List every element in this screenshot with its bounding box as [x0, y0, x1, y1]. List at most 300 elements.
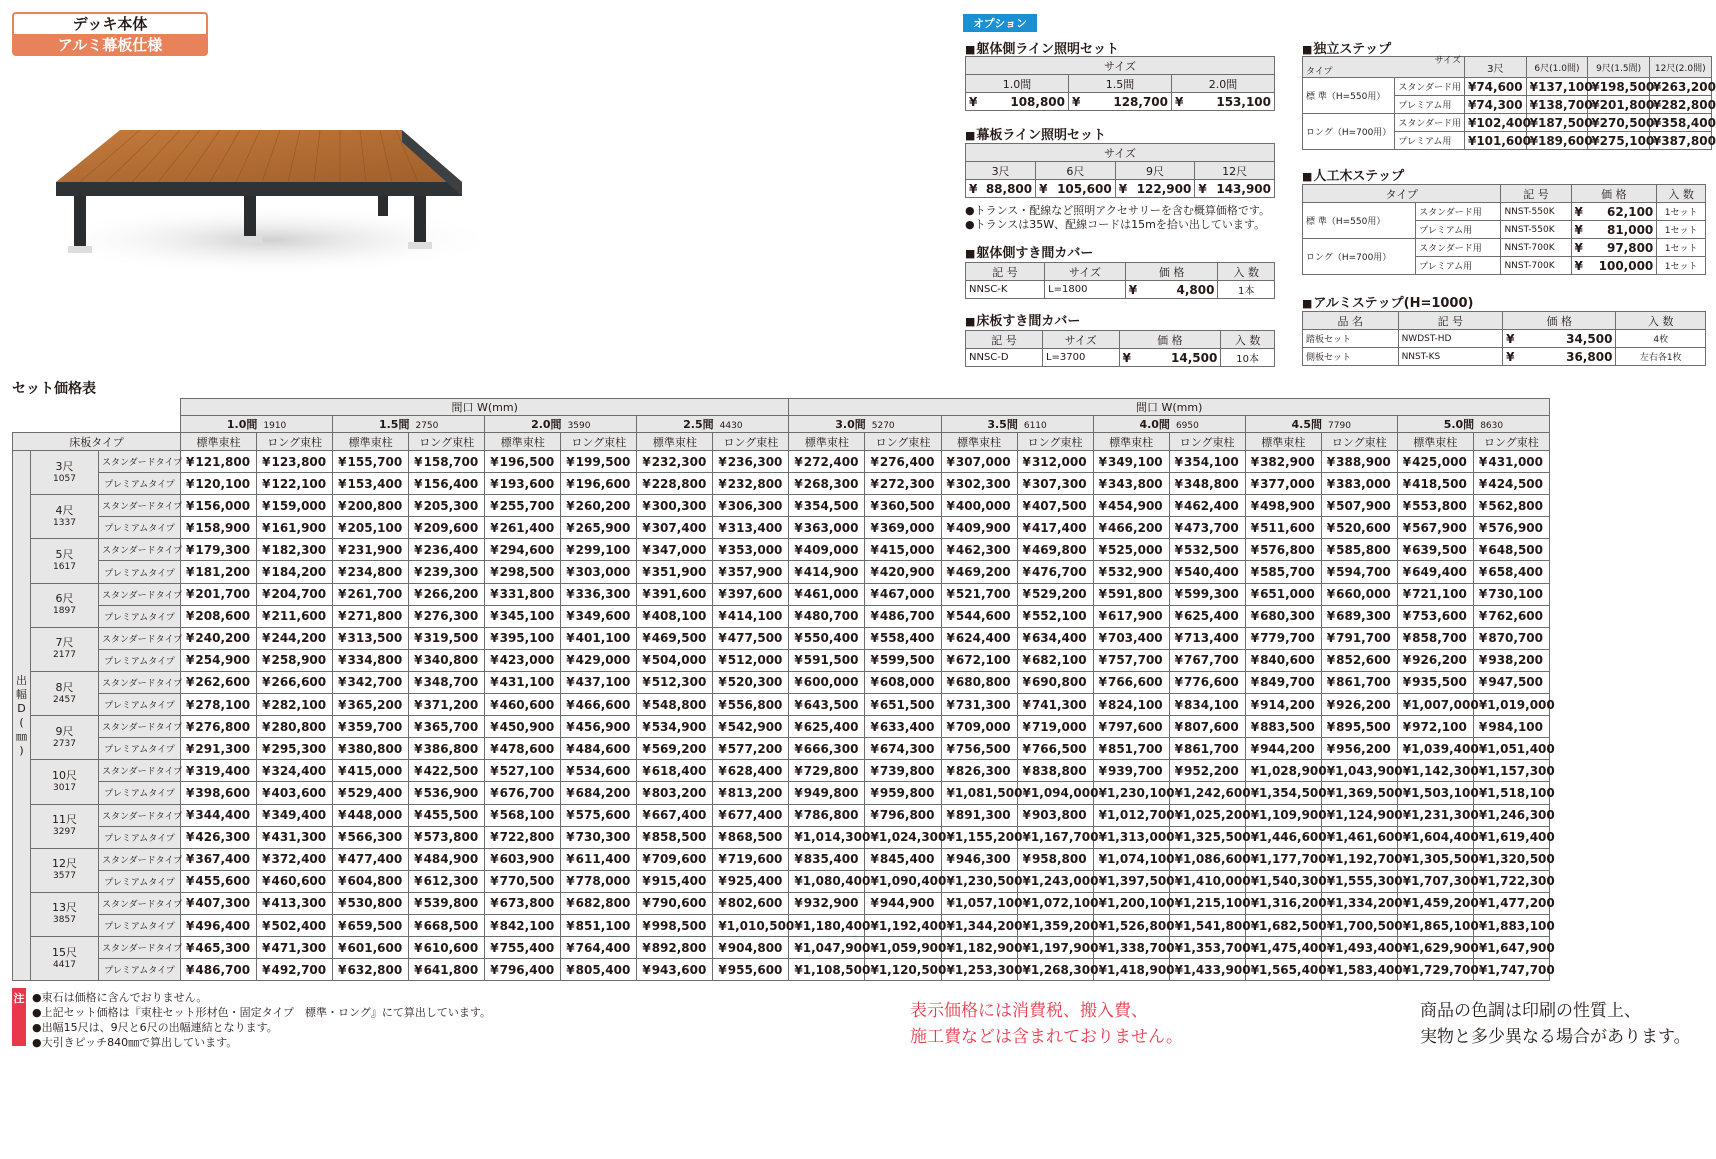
price-cell: ¥ 1,090,400: [865, 870, 941, 892]
footer-note: ●出幅15尺は、9尺と6尺の出幅連結となります。: [32, 1021, 278, 1034]
price-cell: ¥ 891,300: [941, 804, 1017, 826]
size-cell: 9尺: [1115, 162, 1195, 180]
price-cell: ¥ 429,000: [561, 649, 637, 671]
price-cell: ¥ 1,124,900: [1321, 804, 1397, 826]
price-cell: ¥ 566,300: [333, 826, 409, 848]
price-cell: ¥ 349,600: [561, 605, 637, 627]
price-cell: ¥ 1,647,900: [1473, 937, 1549, 959]
price-cell: ¥ 1,057,100: [941, 892, 1017, 914]
table-row: [13, 694, 1550, 716]
price-cell: ¥ 158,700: [409, 451, 485, 473]
floor-type-cell: スタンダードタイプ: [99, 760, 181, 782]
price-cell: ¥ 102,400: [1464, 114, 1526, 132]
price-cell: ¥ 302,300: [941, 473, 1017, 495]
price-cell: ¥ 88,800: [966, 180, 1036, 198]
table-row: [13, 848, 1550, 870]
price-cell: ¥ 540,400: [1169, 561, 1245, 583]
col-header: 記 号: [966, 331, 1043, 349]
price-cell: ¥ 525,000: [1093, 539, 1169, 561]
floor-type-cell: プレミアムタイプ: [99, 870, 181, 892]
price-cell: ¥ 1,051,400: [1473, 738, 1549, 760]
post-std-header: 標準束柱: [485, 433, 561, 451]
price-cell: ¥ 851,100: [561, 914, 637, 936]
price-cell: ¥ 569,200: [637, 738, 713, 760]
price-cell: ¥ 313,500: [333, 627, 409, 649]
price-cell: ¥ 1,334,200: [1321, 892, 1397, 914]
price-cell: ¥ 137,100: [1526, 78, 1588, 96]
code-cell: NWDST-HD: [1398, 330, 1503, 348]
price-cell: ¥ 74,600: [1464, 78, 1526, 96]
type-cell: スタンダード用: [1395, 114, 1465, 132]
color-notice: [1420, 998, 1691, 1050]
price-cell: ¥ 709,600: [637, 848, 713, 870]
price-cell: ¥ 779,700: [1245, 627, 1321, 649]
price-cell: ¥ 868,500: [713, 826, 789, 848]
price-cell: ¥ 266,600: [257, 671, 333, 693]
color-notice-line: 実物と多少異なる場合があります。: [1420, 1027, 1691, 1047]
price-cell: ¥ 651,000: [1245, 583, 1321, 605]
price-cell: ¥ 460,600: [257, 870, 333, 892]
price-cell: ¥ 201,800: [1588, 96, 1650, 114]
footer-note: ●束石は価格に含んでおりません。: [32, 991, 208, 1004]
col-header: 入 数: [1616, 312, 1706, 330]
price-cell: ¥ 1,080,400: [789, 870, 865, 892]
price-cell: ¥ 601,600: [333, 937, 409, 959]
code-cell: NNSC-K: [966, 281, 1045, 299]
price-cell: ¥ 480,700: [789, 605, 865, 627]
price-cell: ¥ 753,600: [1397, 605, 1473, 627]
price-cell: ¥ 722,800: [485, 826, 561, 848]
price-cell: ¥ 349,100: [1093, 451, 1169, 473]
qty-cell: 4枚: [1616, 330, 1706, 348]
price-cell: ¥ 1,012,700: [1093, 804, 1169, 826]
floor-type-cell: プレミアムタイプ: [99, 738, 181, 760]
price-cell: ¥ 1,369,500: [1321, 782, 1397, 804]
price-cell: ¥ 573,800: [409, 826, 485, 848]
size-cell: 6尺: [1036, 162, 1116, 180]
price-cell: ¥ 835,400: [789, 848, 865, 870]
price-cell: ¥ 395,100: [485, 627, 561, 649]
price-cell: ¥ 1,086,600: [1169, 848, 1245, 870]
price-cell: ¥ 143,900: [1195, 180, 1275, 198]
price-cell: ¥ 228,800: [637, 473, 713, 495]
post-std-header: 標準束柱: [789, 433, 865, 451]
gap-floor-table: [965, 330, 1275, 367]
price-cell: ¥ 730,100: [1473, 583, 1549, 605]
qty-cell: 1セット: [1657, 203, 1706, 221]
table-row: [13, 561, 1550, 583]
price-cell: ¥ 1,477,200: [1473, 892, 1549, 914]
price-cell: ¥ 935,500: [1397, 671, 1473, 693]
price-cell: ¥ 401,100: [561, 627, 637, 649]
price-cell: ¥ 542,900: [713, 716, 789, 738]
price-cell: ¥ 319,500: [409, 627, 485, 649]
price-cell: ¥ 261,700: [333, 583, 409, 605]
price-cell: ¥ 1,700,500: [1321, 914, 1397, 936]
price-cell: ¥ 476,700: [1017, 561, 1093, 583]
price-cell: ¥ 805,400: [561, 959, 637, 981]
price-cell: ¥ 539,800: [409, 892, 485, 914]
price-cell: ¥ 731,300: [941, 694, 1017, 716]
price-cell: ¥ 343,800: [1093, 473, 1169, 495]
floor-type-cell: プレミアムタイプ: [99, 649, 181, 671]
col-header: 入 数: [1657, 185, 1706, 203]
price-cell: ¥ 331,800: [485, 583, 561, 605]
price-cell: ¥ 762,600: [1473, 605, 1549, 627]
price-cell: ¥ 360,500: [865, 495, 941, 517]
price-cell: ¥ 1,014,300: [789, 826, 865, 848]
price-cell: ¥ 594,700: [1321, 561, 1397, 583]
table-row: [13, 870, 1550, 892]
price-cell: ¥ 120,100: [181, 473, 257, 495]
floor-type-cell: プレミアムタイプ: [99, 605, 181, 627]
price-cell: ¥ 824,100: [1093, 694, 1169, 716]
price-cell: ¥ 431,300: [257, 826, 333, 848]
price-cell: ¥ 1,177,700: [1245, 848, 1321, 870]
price-cell: ¥ 349,400: [257, 804, 333, 826]
price-cell: ¥ 577,200: [713, 738, 789, 760]
size-cell: L=1800: [1045, 281, 1126, 299]
price-cell: ¥ 357,900: [713, 561, 789, 583]
price-cell: ¥ 354,100: [1169, 451, 1245, 473]
floor-type-cell: プレミアムタイプ: [99, 517, 181, 539]
light-note: ●トランス・配線など照明アクセサリーを含む概算価格です。: [965, 204, 1271, 217]
price-cell: ¥ 666,300: [789, 738, 865, 760]
price-cell: ¥ 426,300: [181, 826, 257, 848]
price-cell: ¥ 1,197,900: [1017, 937, 1093, 959]
wood-step-title: ■ 人工木ステップ: [1302, 165, 1404, 184]
price-cell: ¥ 628,400: [713, 760, 789, 782]
price-cell: ¥ 345,100: [485, 605, 561, 627]
price-cell: ¥ 713,400: [1169, 627, 1245, 649]
type-size-header: サイズ タイプ: [1303, 57, 1465, 78]
price-cell: ¥ 342,700: [333, 671, 409, 693]
price-cell: ¥ 201,700: [181, 583, 257, 605]
price-cell: ¥ 673,800: [485, 892, 561, 914]
price-cell: ¥ 205,100: [333, 517, 409, 539]
price-cell: ¥ 205,300: [409, 495, 485, 517]
floor-type-cell: プレミアムタイプ: [99, 826, 181, 848]
price-cell: ¥ 303,000: [561, 561, 637, 583]
table-row: [13, 649, 1550, 671]
item-cell: 踏板セット: [1303, 330, 1399, 348]
price-cell: ¥ 200,800: [333, 495, 409, 517]
price-cell: ¥ 730,300: [561, 826, 637, 848]
price-cell: ¥ 682,100: [1017, 649, 1093, 671]
price-cell: ¥ 568,100: [485, 804, 561, 826]
price-cell: ¥ 275,100: [1588, 132, 1650, 150]
table-row: [13, 583, 1550, 605]
price-cell: ¥ 313,400: [713, 517, 789, 539]
width-size-header: 2.0間 3590: [485, 416, 637, 433]
table-row: [13, 539, 1550, 561]
price-cell: ¥ 649,400: [1397, 561, 1473, 583]
price-cell: ¥ 861,700: [1169, 738, 1245, 760]
price-cell: ¥ 398,600: [181, 782, 257, 804]
light-skirt-table: [965, 143, 1275, 198]
price-cell: ¥ 1,024,300: [865, 826, 941, 848]
price-cell: ¥ 193,600: [485, 473, 561, 495]
price-cell: ¥ 295,300: [257, 738, 333, 760]
table-row: [13, 804, 1550, 826]
price-cell: ¥ 892,800: [637, 937, 713, 959]
price-cell: ¥ 791,700: [1321, 627, 1397, 649]
price-cell: ¥ 926,200: [1397, 649, 1473, 671]
qty-cell: 1セット: [1657, 257, 1706, 275]
price-cell: ¥ 351,900: [637, 561, 713, 583]
col-header: サイズ: [1045, 263, 1126, 281]
width-size-header: 3.0間 5270: [789, 416, 941, 433]
price-cell: ¥ 1,338,700: [1093, 937, 1169, 959]
price-cell: ¥ 208,600: [181, 605, 257, 627]
size-cell: 1.5間: [1069, 75, 1172, 93]
price-cell: ¥ 803,200: [637, 782, 713, 804]
price-cell: ¥ 347,000: [637, 539, 713, 561]
price-cell: ¥ 1,230,100: [1093, 782, 1169, 804]
price-cell: ¥ 576,800: [1245, 539, 1321, 561]
floor-type-cell: スタンダードタイプ: [99, 937, 181, 959]
price-cell: ¥ 414,900: [789, 561, 865, 583]
price-cell: ¥ 484,600: [561, 738, 637, 760]
price-cell: ¥ 1,493,400: [1321, 937, 1397, 959]
price-cell: ¥ 903,800: [1017, 804, 1093, 826]
price-cell: ¥ 469,800: [1017, 539, 1093, 561]
price-cell: ¥ 530,800: [333, 892, 409, 914]
price-cell: ¥ 1,025,200: [1169, 804, 1245, 826]
price-cell: ¥ 403,600: [257, 782, 333, 804]
price-cell: ¥ 558,400: [865, 627, 941, 649]
price-cell: ¥ 477,400: [333, 848, 409, 870]
code-cell: NNSC-D: [966, 349, 1043, 367]
price-cell: ¥ 529,200: [1017, 583, 1093, 605]
post-std-header: 標準束柱: [333, 433, 409, 451]
floor-type-header: 床板タイプ: [13, 433, 181, 451]
price-cell: ¥ 527,100: [485, 760, 561, 782]
price-cell: ¥ 870,700: [1473, 627, 1549, 649]
price-cell: ¥ 610,600: [409, 937, 485, 959]
size-cell: 2.0間: [1172, 75, 1275, 93]
price-cell: ¥ 291,300: [181, 738, 257, 760]
price-cell: ¥ 199,500: [561, 451, 637, 473]
price-cell: ¥ 703,400: [1093, 627, 1169, 649]
price-cell: ¥ 1,010,500: [713, 914, 789, 936]
footer-note: ●上記セット価格は『束柱セット形材色・固定タイプ 標準・ロング』にて算出しています。: [32, 1006, 491, 1019]
price-cell: ¥ 448,000: [333, 804, 409, 826]
price-cell: ¥ 334,800: [333, 649, 409, 671]
price-cell: ¥ 1,120,500: [865, 959, 941, 981]
price-cell: ¥ 492,700: [257, 959, 333, 981]
price-cell: ¥ 122,900: [1115, 180, 1195, 198]
price-cell: ¥ 709,000: [941, 716, 1017, 738]
price-cell: ¥ 138,700: [1526, 96, 1588, 114]
price-cell: ¥ 925,400: [713, 870, 789, 892]
price-cell: ¥ 603,900: [485, 848, 561, 870]
price-cell: ¥ 1,865,100: [1397, 914, 1473, 936]
price-cell: ¥ 97,800: [1571, 239, 1657, 257]
price-cell: ¥ 1,604,400: [1397, 826, 1473, 848]
price-cell: ¥ 258,900: [257, 649, 333, 671]
type-cell: スタンダード用: [1416, 239, 1501, 257]
table-row: [13, 782, 1550, 804]
price-cell: ¥ 266,200: [409, 583, 485, 605]
gap-body-table: [965, 262, 1275, 299]
price-cell: ¥ 189,600: [1526, 132, 1588, 150]
depth-row-header: 11尺 3297: [31, 804, 99, 848]
item-cell: 側板セット: [1303, 348, 1399, 366]
price-cell: ¥ 575,600: [561, 804, 637, 826]
price-cell: ¥ 511,600: [1245, 517, 1321, 539]
price-cell: ¥ 181,200: [181, 561, 257, 583]
price-cell: ¥ 324,400: [257, 760, 333, 782]
floor-type-cell: スタンダードタイプ: [99, 671, 181, 693]
price-cell: ¥ 852,600: [1321, 649, 1397, 671]
width-size-header: 4.0間 6950: [1093, 416, 1245, 433]
post-std-header: 標準束柱: [1093, 433, 1169, 451]
price-cell: ¥ 550,400: [789, 627, 865, 649]
price-cell: ¥ 425,000: [1397, 451, 1473, 473]
table-row: [13, 671, 1550, 693]
price-cell: ¥ 263,200: [1649, 78, 1711, 96]
price-cell: ¥ 4,800: [1125, 281, 1218, 299]
price-cell: ¥ 959,800: [865, 782, 941, 804]
price-cell: ¥ 1,397,500: [1093, 870, 1169, 892]
price-cell: ¥ 473,700: [1169, 517, 1245, 539]
price-cell: ¥ 591,800: [1093, 583, 1169, 605]
price-cell: ¥ 272,400: [789, 451, 865, 473]
price-cell: ¥ 234,800: [333, 561, 409, 583]
price-cell: ¥ 1,182,900: [941, 937, 1017, 959]
price-cell: ¥ 956,200: [1321, 738, 1397, 760]
price-cell: ¥ 307,000: [941, 451, 1017, 473]
price-cell: ¥ 998,500: [637, 914, 713, 936]
price-cell: ¥ 450,900: [485, 716, 561, 738]
price-cell: ¥ 1,629,900: [1397, 937, 1473, 959]
price-cell: ¥ 467,000: [865, 583, 941, 605]
price-cell: ¥ 371,200: [409, 694, 485, 716]
set-price-table: [12, 398, 1555, 981]
price-cell: ¥ 418,500: [1397, 473, 1473, 495]
price-cell: ¥ 74,300: [1464, 96, 1526, 114]
table-row: [13, 892, 1550, 914]
price-cell: ¥ 179,300: [181, 539, 257, 561]
price-cell: ¥ 807,600: [1169, 716, 1245, 738]
price-cell: ¥ 1,320,500: [1473, 848, 1549, 870]
price-cell: ¥ 932,900: [789, 892, 865, 914]
price-cell: ¥ 585,800: [1321, 539, 1397, 561]
table-row: [13, 937, 1550, 959]
price-cell: ¥ 949,800: [789, 782, 865, 804]
price-cell: ¥ 1,142,300: [1397, 760, 1473, 782]
col-header: 価 格: [1125, 263, 1218, 281]
width-header: 間口 W(mm): [789, 399, 1550, 416]
price-cell: ¥ 838,800: [1017, 760, 1093, 782]
price-cell: ¥ 1,243,000: [1017, 870, 1093, 892]
price-cell: ¥ 400,000: [941, 495, 1017, 517]
price-cell: ¥ 348,800: [1169, 473, 1245, 495]
post-long-header: ロング束柱: [1321, 433, 1397, 451]
price-cell: ¥ 300,300: [637, 495, 713, 517]
price-cell: ¥ 486,700: [181, 959, 257, 981]
price-cell: ¥ 520,300: [713, 671, 789, 693]
price-cell: ¥ 158,900: [181, 517, 257, 539]
price-cell: ¥ 1,707,300: [1397, 870, 1473, 892]
price-cell: ¥ 729,800: [789, 760, 865, 782]
price-cell: ¥ 367,400: [181, 848, 257, 870]
price-cell: ¥ 858,700: [1397, 627, 1473, 649]
table-row: [13, 959, 1550, 981]
price-cell: ¥ 955,600: [713, 959, 789, 981]
tax-notice-line: 施工費などは含まれておりません。: [910, 1027, 1184, 1047]
price-cell: ¥ 676,700: [485, 782, 561, 804]
price-cell: ¥ 1,459,200: [1397, 892, 1473, 914]
depth-label: 出 幅 D ( ㎜ ): [13, 451, 31, 981]
price-cell: ¥ 1,019,000: [1473, 694, 1549, 716]
price-cell: ¥ 1,354,500: [1245, 782, 1321, 804]
depth-row-header: 5尺 1617: [31, 539, 99, 583]
price-cell: ¥ 599,500: [865, 649, 941, 671]
table-row: [13, 495, 1550, 517]
floor-type-cell: スタンダードタイプ: [99, 583, 181, 605]
price-cell: ¥ 684,200: [561, 782, 637, 804]
tax-notice-line: 表示価格には消費税、搬入費、: [910, 1001, 1148, 1021]
depth-row-header: 15尺 4417: [31, 937, 99, 981]
price-cell: ¥ 1,722,300: [1473, 870, 1549, 892]
price-cell: ¥ 372,400: [257, 848, 333, 870]
price-cell: ¥ 943,600: [637, 959, 713, 981]
qty-cell: 1本: [1218, 281, 1275, 299]
floor-type-cell: スタンダードタイプ: [99, 716, 181, 738]
option-badge: オプション: [963, 14, 1037, 32]
price-cell: ¥ 1,192,400: [865, 914, 941, 936]
price-cell: ¥ 198,500: [1588, 78, 1650, 96]
price-cell: ¥ 236,400: [409, 539, 485, 561]
price-cell: ¥ 548,800: [637, 694, 713, 716]
depth-row-header: 8尺 2457: [31, 671, 99, 715]
price-cell: ¥ 408,100: [637, 605, 713, 627]
price-cell: ¥ 766,500: [1017, 738, 1093, 760]
price-cell: ¥ 599,300: [1169, 583, 1245, 605]
col-header: 入 数: [1218, 263, 1275, 281]
price-cell: ¥ 100,000: [1571, 257, 1657, 275]
price-cell: ¥ 576,900: [1473, 517, 1549, 539]
price-cell: ¥ 413,300: [257, 892, 333, 914]
price-cell: ¥ 1,253,300: [941, 959, 1017, 981]
floor-type-cell: スタンダードタイプ: [99, 495, 181, 517]
price-cell: ¥ 407,500: [1017, 495, 1093, 517]
price-cell: ¥ 651,500: [865, 694, 941, 716]
size-cell: 12尺(2.0間): [1649, 57, 1711, 78]
price-cell: ¥ 268,300: [789, 473, 865, 495]
price-cell: ¥ 536,900: [409, 782, 485, 804]
price-cell: ¥ 682,800: [561, 892, 637, 914]
price-cell: ¥ 608,000: [865, 671, 941, 693]
badge-title: デッキ本体: [12, 12, 208, 34]
price-cell: ¥ 280,800: [257, 716, 333, 738]
post-std-header: 標準束柱: [637, 433, 713, 451]
free-step-table: [1302, 56, 1716, 150]
price-cell: ¥ 244,200: [257, 627, 333, 649]
price-cell: ¥ 1,192,700: [1321, 848, 1397, 870]
price-cell: ¥ 1,526,800: [1093, 914, 1169, 936]
price-cell: ¥ 380,800: [333, 738, 409, 760]
price-cell: ¥ 1,230,500: [941, 870, 1017, 892]
table-row: [13, 473, 1550, 495]
width-size-header: 1.5間 2750: [333, 416, 485, 433]
price-cell: ¥ 271,800: [333, 605, 409, 627]
price-cell: ¥ 764,400: [561, 937, 637, 959]
price-cell: ¥ 624,400: [941, 627, 1017, 649]
price-cell: ¥ 354,500: [789, 495, 865, 517]
